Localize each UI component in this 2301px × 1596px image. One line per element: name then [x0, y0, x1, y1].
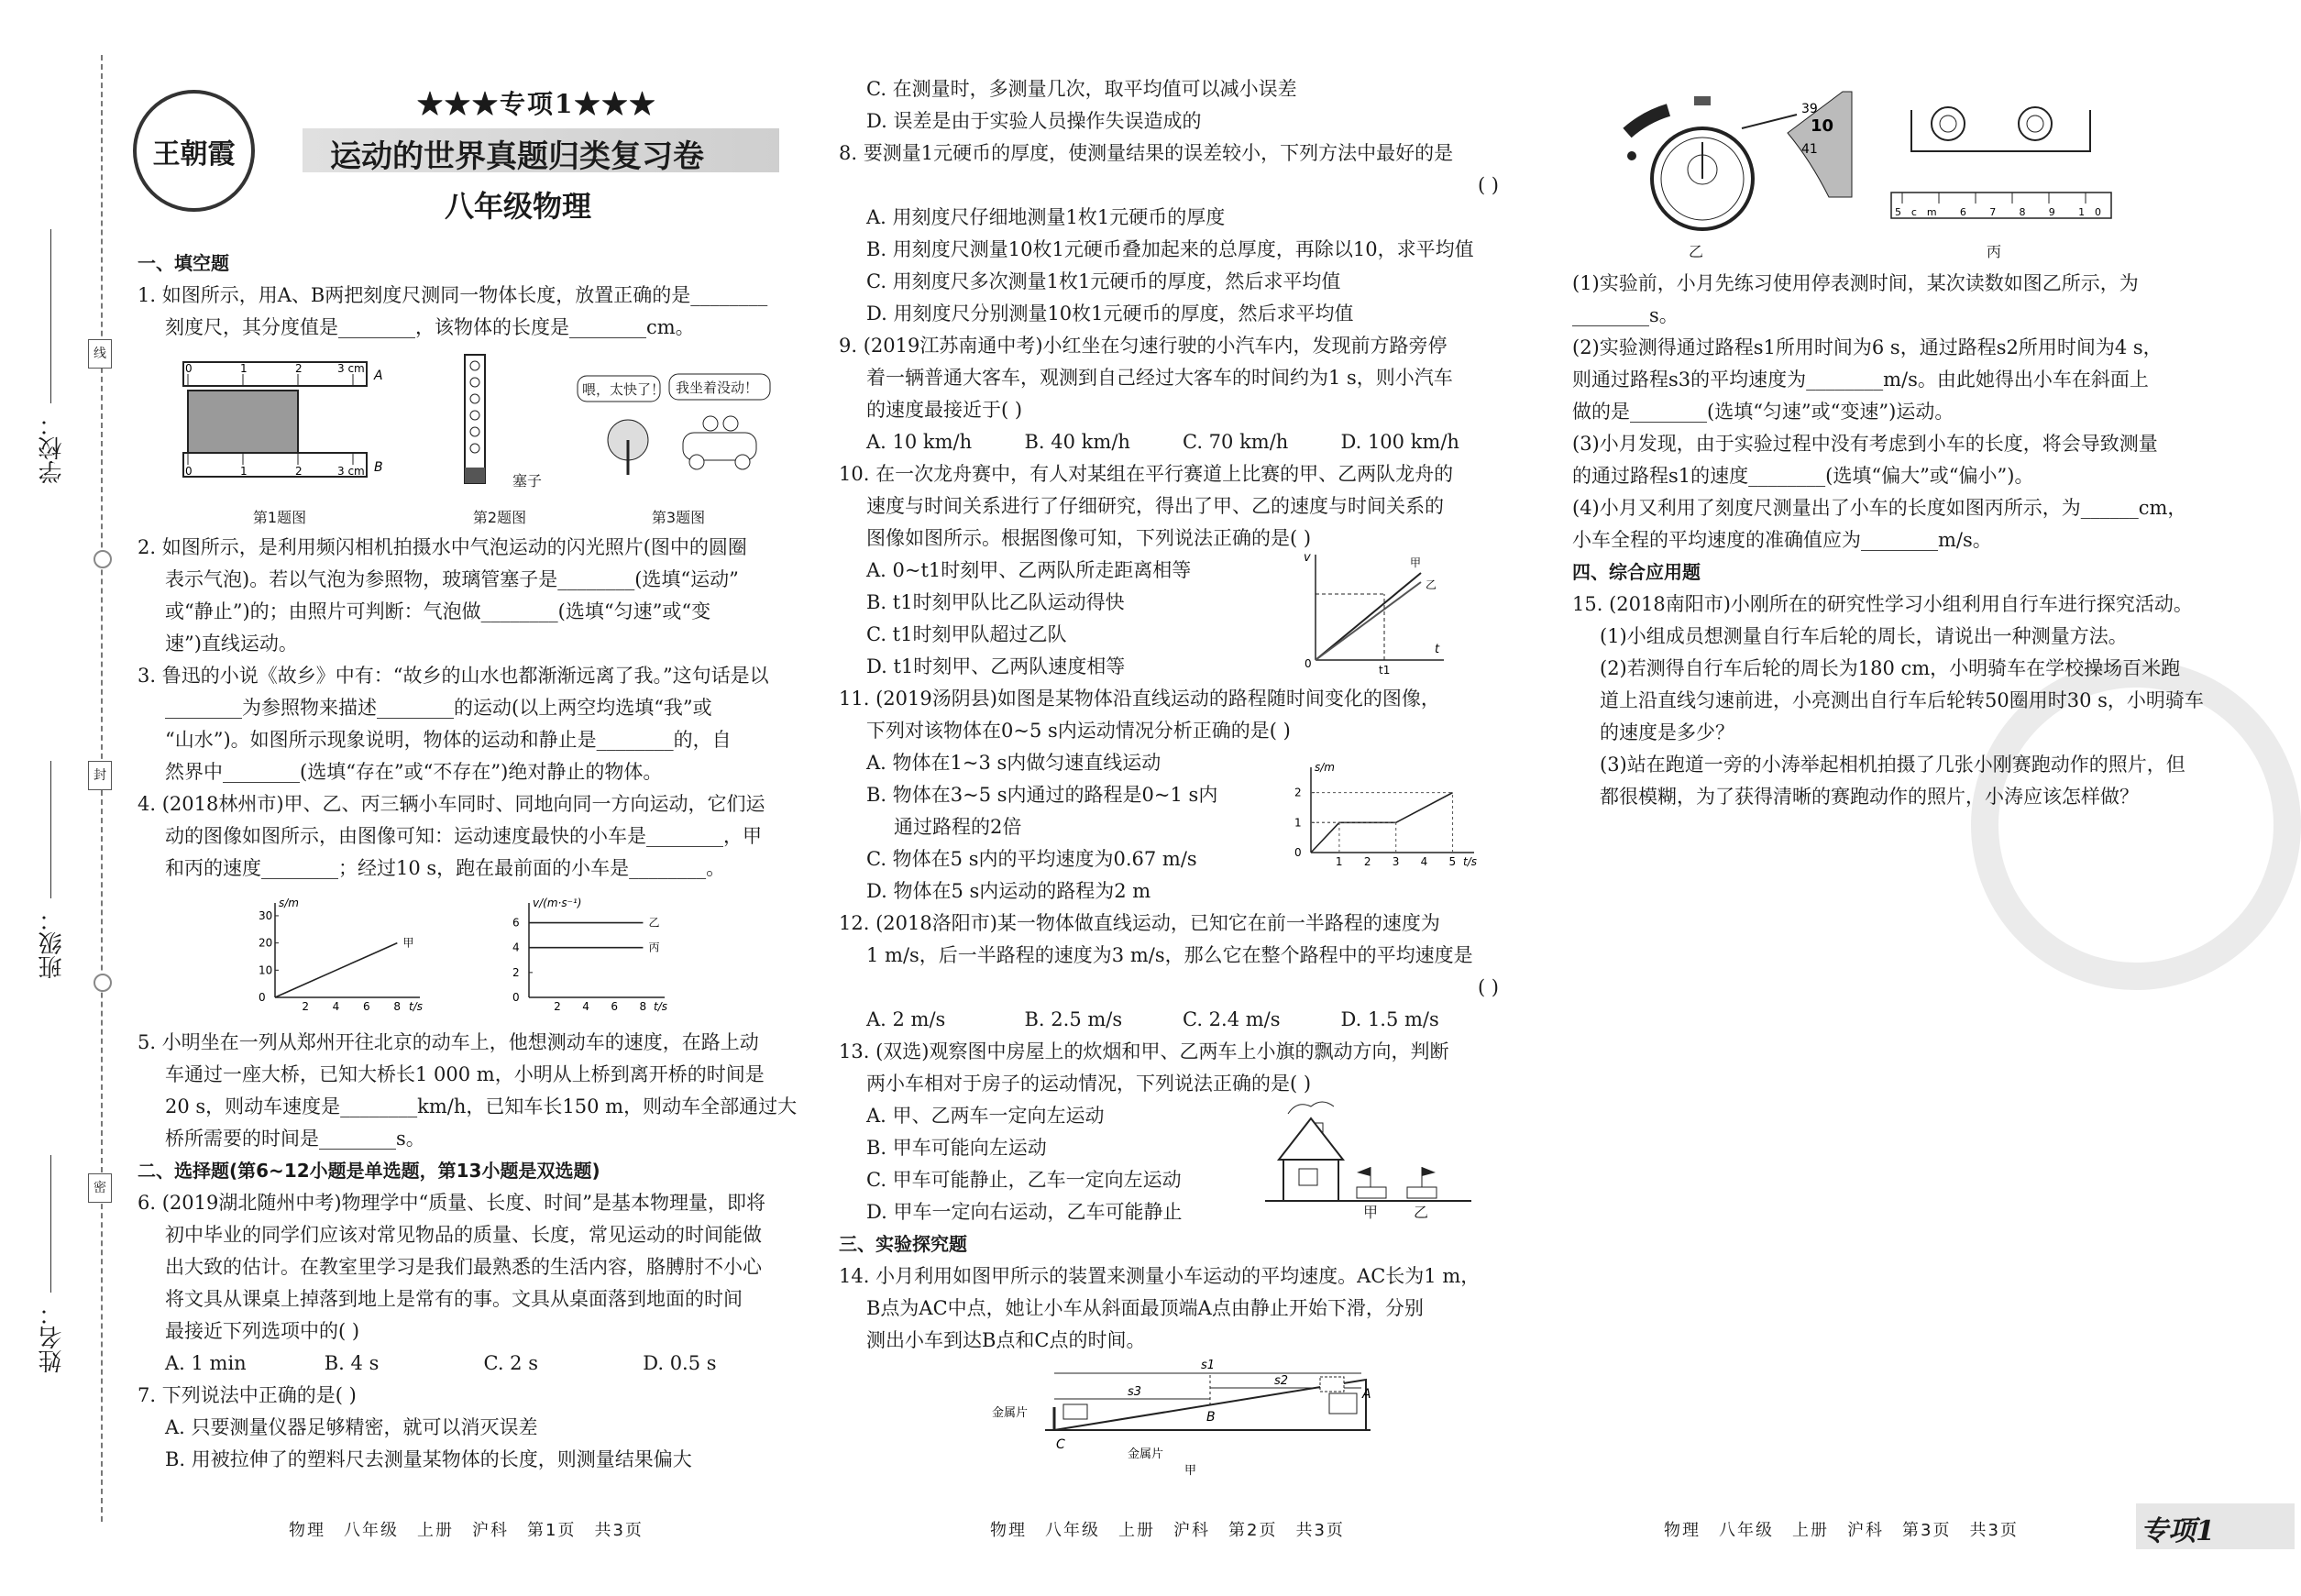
q6-line1: 6. (2019湖北随州中考)物理学中“质量、长度、时间”是基本物理量，即将 — [138, 1192, 766, 1214]
q13-option-d[interactable]: D. 甲车一定向右运动，乙车可能静止 — [866, 1201, 1183, 1223]
q5-line2: 车通过一座大桥，已知大桥长1 000 m，小明从上桥到离开桥的时间是 — [165, 1063, 765, 1085]
q13-line1: 13. (双选)观察图中房屋上的炊烟和甲、乙两车上小旗的飘动方向，判断 — [839, 1040, 1449, 1062]
seal-char-seal: 封 — [88, 761, 112, 790]
q7-option-c[interactable]: C. 在测量时，多测量几次，取平均值可以减小误差 — [866, 78, 1297, 100]
q10-axis-v: v — [1304, 551, 1311, 565]
q6-line5: 最接近下列选项中的( ) — [165, 1320, 360, 1342]
name-line — [50, 1155, 51, 1293]
x-tick-label: 3 — [1392, 855, 1400, 868]
q11-option-c[interactable]: C. 物体在5 s内的平均速度为0.67 m/s — [866, 848, 1197, 870]
q8-stem: 8. 要测量1元硬币的厚度，使测量结果的误差较小，下列方法中最好的是 — [839, 142, 1454, 164]
q5-line3: 20 s，则动车速度是________km/h，已知车长150 m，则动车全部通过大 — [165, 1095, 798, 1117]
q6-line4: 将文具从课桌上掉落到地上是常有的事。文具从桌面落到地面的时间 — [165, 1288, 743, 1310]
x-tick-label: 8 — [393, 1000, 401, 1013]
q11-line1: 11. (2019汤阴县)如图是某物体沿直线运动的路程随时间变化的图像， — [839, 688, 1440, 710]
x-axis-label: t/s — [409, 1000, 423, 1013]
column-1 — [138, 248, 802, 344]
q10-label-t1: t1 — [1379, 664, 1391, 677]
logo-text: 王朝霞 — [152, 138, 236, 171]
q6-option-a[interactable]: A. 1 min — [165, 1352, 247, 1374]
q14-part1-cont: ________s。 — [1572, 304, 1679, 326]
series-label: 乙 — [648, 916, 660, 930]
column-1-lower — [138, 1027, 802, 1476]
stopwatch-label-41: 41 — [1801, 142, 1818, 157]
x-tick-label: 6 — [611, 1000, 618, 1013]
q13-line2: 两小车相对于房子的运动情况，下列说法正确的是( ) — [866, 1073, 1312, 1095]
x-tick-label: 4 — [332, 1000, 340, 1013]
q6-line2: 初中毕业的同学们应该对常见物品的质量、长度，常见运动的时间能做 — [165, 1224, 762, 1246]
q11-line2: 下列对该物体在0~5 s内运动情况分析正确的是( ) — [866, 720, 1291, 742]
svg-text:A: A — [374, 369, 383, 383]
q15-stem: 15. (2018南阳市)小刚所在的研究性学习小组利用自行车进行探究活动。 — [1572, 593, 2193, 615]
y-axis-label: v/(m·s⁻¹) — [533, 897, 582, 909]
x-tick-label: 2 — [302, 1000, 309, 1013]
footer-page1: 物理 八年级 上册 沪科 第1页 共3页 — [289, 1521, 644, 1540]
q7-option-d[interactable]: D. 误差是由于实验人员操作失误造成的 — [866, 110, 1202, 132]
q7-option-b[interactable]: B. 用被拉伸了的塑料尺去测量某物体的长度，则测量结果偏大 — [165, 1448, 692, 1470]
q10-line-jia — [1316, 573, 1421, 660]
svg-text:2: 2 — [295, 362, 303, 375]
q14-label-s2: s2 — [1274, 1374, 1289, 1388]
q9-option-c[interactable]: C. 70 km/h — [1183, 431, 1289, 453]
section-experiment: 三、实验探究题 — [839, 1233, 967, 1255]
x-tick-label: 2 — [554, 1000, 561, 1013]
q12-bracket: ( ) — [1477, 976, 1499, 998]
stopwatch-figure — [1613, 87, 1861, 248]
x-tick-label: 1 — [1335, 855, 1343, 868]
q3-line4: 然界中________(选填“存在”或“不存在”)绝对静止的物体。 — [165, 761, 663, 783]
y-tick-label: 4 — [512, 941, 520, 954]
q14-label-metal2: 金属片 — [1128, 1447, 1164, 1461]
q10-label-jia: 甲 — [1410, 556, 1422, 569]
q15-part2-cont1: 道上沿直线匀速前进，小亮测出自行车后轮转50圈用时30 s，小明骑车 — [1600, 689, 2204, 711]
stopwatch-label-39: 39 — [1801, 102, 1818, 116]
q6-line3: 出大致的估计。在教室里学习是我们最熟悉的生活内容，胳膊肘不小心 — [165, 1256, 762, 1278]
x-tick-label: 5 — [1448, 855, 1457, 868]
q14-part2-cont2: 做的是________(选填“匀速”或“变速”)运动。 — [1572, 401, 1954, 423]
q2-line1: 2. 如图所示，是利用频闪相机拍摄水中气泡运动的闪光照片(图中的圆圈 — [138, 536, 747, 558]
svg-text:B: B — [374, 460, 383, 475]
series-label: 甲 — [402, 936, 414, 950]
stopwatch-label-10: 10 — [1811, 116, 1834, 136]
svg-text:0: 0 — [185, 362, 193, 375]
q7-stem: 7. 下列说法中正确的是( ) — [138, 1384, 357, 1406]
q10-label-yi: 乙 — [1426, 578, 1437, 591]
svg-text:3 cm: 3 cm — [337, 362, 365, 375]
q14-label-b: B — [1206, 1410, 1216, 1425]
column-1-cont — [138, 532, 802, 885]
x-tick-label: 2 — [1363, 855, 1371, 868]
car-ruler-figure — [1884, 101, 2113, 238]
q9-option-b[interactable]: B. 40 km/h — [1024, 431, 1130, 453]
q4-chart-vt — [500, 898, 701, 1018]
x-tick-label: 6 — [363, 1000, 370, 1013]
q5-line4: 桥所需要的时间是________s。 — [165, 1128, 425, 1150]
q9-line2: 着一辆普通大客车，观测到自己经过大客车的时间约为1 s，则小汽车 — [866, 367, 1453, 389]
footer-page3: 物理 八年级 上册 沪科 第3页 共3页 — [1664, 1521, 2019, 1540]
watermark-seal — [1971, 660, 2301, 990]
fig3-bubble-left: 喂，太快了！ — [582, 381, 666, 398]
q10-option-b[interactable]: B. t1时刻甲队比乙队运动得快 — [866, 591, 1125, 613]
q6-option-c[interactable]: C. 2 s — [483, 1352, 538, 1374]
q6-options — [138, 1348, 802, 1380]
q10-line2: 速度与时间关系进行了仔细研究，得出了甲、乙的速度与时间关系的 — [866, 495, 1444, 517]
y-axis-label: s/m — [1315, 761, 1335, 774]
q12-option-a[interactable]: A. 2 m/s — [866, 1008, 946, 1030]
x-tick-label: 8 — [639, 1000, 647, 1013]
svg-text:0: 0 — [185, 465, 193, 478]
q14-line1: 14. 小月利用如图甲所示的装置来测量小车运动的平均速度。AC长为1 m， — [839, 1265, 1481, 1287]
q2-line2: 表示气泡)。若以气泡为参照物，玻璃管塞子是________(选填“运动” — [165, 568, 739, 590]
q1-line1: 1. 如图所示，用A、B两把刻度尺测同一物体长度，放置正确的是________ — [138, 284, 768, 306]
q10-vt-graph — [1302, 550, 1448, 677]
q15-part2-cont2: 的速度是多少？ — [1600, 721, 1734, 743]
q15-part3: (3)站在跑道一旁的小涛举起相机拍摄了几张小刚赛跑动作的照片，但 — [1600, 754, 2185, 776]
q15-part2: (2)若测得自行车后轮的周长为180 cm，小明骑车在学校操场百米跑 — [1600, 657, 2181, 679]
q3-line2: ________为参照物来描述________的运动(以上两空均选填“我”或 — [165, 697, 712, 719]
margin-dot — [94, 550, 112, 568]
series-label: 丙 — [648, 941, 660, 954]
q13-option-b[interactable]: B. 甲车可能向左运动 — [866, 1137, 1047, 1159]
q9-option-d[interactable]: D. 100 km/h — [1340, 431, 1459, 453]
q8-bracket: ( ) — [1477, 174, 1499, 196]
logo-badge — [133, 90, 255, 212]
y-tick-label: 2 — [512, 965, 520, 979]
q11-option-a[interactable]: A. 物体在1~3 s内做匀速直线运动 — [866, 752, 1162, 774]
class-line — [50, 761, 51, 898]
series-tag: ★★★专项1★★★ — [417, 89, 657, 119]
q2-line4: 速”)直线运动。 — [165, 633, 298, 655]
q13-label-jia: 甲 — [1362, 1204, 1378, 1221]
q12-option-b[interactable]: B. 2.5 m/s — [1024, 1008, 1123, 1030]
q8-option-a[interactable]: A. 用刻度尺仔细地测量1枚1元硬币的厚度 — [866, 206, 1226, 228]
x-axis-label: t/s — [1463, 855, 1477, 868]
seal-char-secret: 密 — [88, 1173, 112, 1203]
y-axis-label: s/m — [279, 897, 299, 909]
ruler-scale-label: 5cm 6 7 8 9 10 — [1895, 206, 2101, 218]
footer-page2: 物理 八年级 上册 沪科 第2页 共3页 — [990, 1521, 1345, 1540]
fig1-rulers — [174, 358, 394, 495]
q14-part1: (1)实验前，小月先练习使用停表测时间，某次读数如图乙所示，为 — [1572, 272, 2139, 294]
school-label: 学校： — [39, 413, 66, 484]
q9-line1: 9. (2019江苏南通中考)小红坐在匀速行驶的小汽车内，发现前方路旁停 — [839, 335, 1448, 357]
q9-line3: 的速度最接近于( ) — [866, 399, 1023, 421]
q14-caption: 甲 — [1184, 1464, 1197, 1478]
page-title: 运动的世界真题归类复习卷 — [330, 138, 704, 175]
q10-option-c[interactable]: C. t1时刻甲队超过乙队 — [866, 623, 1067, 645]
q14-label-a: A — [1362, 1387, 1371, 1402]
q2-line3: 或“静止”)的；由照片可判断：气泡做________(选填“匀速”或“变 — [165, 600, 711, 622]
q3-line3: “山水”)。如图所示现象说明，物体的运动和静止是________的，自 — [165, 729, 732, 751]
q14-part3: (3)小月发现，由于实验过程中没有考虑到小车的长度，将会导致测量 — [1572, 433, 2158, 455]
q14-line3: 测出小车到达B点和C点的时间。 — [866, 1329, 1146, 1351]
q11-st-graph — [1274, 761, 1494, 871]
q6-option-d[interactable]: D. 0.5 s — [643, 1352, 717, 1374]
q14-incline-figure — [990, 1357, 1375, 1476]
q14-label-c: C — [1056, 1437, 1065, 1452]
y-tick-label: 30 — [259, 908, 273, 922]
q10-line3: 图像如图所示。根据图像可知，下列说法正确的是( ) — [866, 527, 1312, 549]
q9-option-a[interactable]: A. 10 km/h — [866, 431, 973, 453]
q8-option-c[interactable]: C. 用刻度尺多次测量1枚1元硬币的厚度，然后求平均值 — [866, 270, 1341, 292]
y-tick-label: 0 — [1294, 846, 1302, 859]
fig3-caption: 第3题图 — [651, 509, 706, 526]
corner-tag: 专项1 — [2141, 1515, 2215, 1547]
q14-part4-cont: 小车全程的平均速度的准确值应为________m/s。 — [1572, 529, 1992, 551]
svg-text:1: 1 — [240, 465, 248, 478]
margin-dot — [94, 974, 112, 992]
q10-option-a[interactable]: A. 0~t1时刻甲、乙两队所走距离相等 — [866, 559, 1192, 581]
q14-part3-cont: 的通过路程s1的速度________(选填“偏大”或“偏小”)。 — [1572, 465, 2034, 487]
y-tick-label: 20 — [259, 936, 273, 950]
q7-option-a[interactable]: A. 只要测量仪器足够精密，就可以消灭误差 — [165, 1416, 538, 1438]
q10-origin: 0 — [1305, 657, 1312, 670]
y-tick-label: 1 — [1294, 816, 1302, 830]
q10-line1: 10. 在一次龙舟赛中，有人对某组在平行赛道上比赛的甲、乙两队龙舟的 — [839, 463, 1454, 485]
q10-axis-t: t — [1435, 643, 1440, 656]
q4-line3: 和丙的速度________；经过10 s，跑在最前面的小车是________。 — [165, 857, 726, 879]
fig1-caption: 第1题图 — [252, 509, 307, 526]
q9-options — [839, 426, 1499, 458]
y-tick-label: 10 — [259, 963, 273, 977]
section-fill-blank: 一、填空题 — [138, 252, 229, 274]
q3-line1: 3. 鲁迅的小说《故乡》中有：“故乡的山水也都渐渐远离了我。”这句话是以 — [138, 665, 769, 687]
school-line — [50, 229, 51, 403]
fig3-bubble-right: 我坐着没动！ — [676, 380, 759, 396]
q11-option-b-cont: 通过路程的2倍 — [894, 816, 1022, 838]
q12-options — [839, 1004, 1499, 1036]
q13-option-c[interactable]: C. 甲车可能静止，乙车一定向左运动 — [866, 1169, 1182, 1191]
svg-text:3 cm: 3 cm — [337, 465, 365, 478]
y-tick-label: 6 — [512, 916, 520, 930]
q10-option-d[interactable]: D. t1时刻甲、乙两队速度相等 — [866, 655, 1126, 677]
x-axis-label: t/s — [654, 1000, 667, 1013]
q13-house-scene — [1261, 1095, 1481, 1215]
q12-line2: 1 m/s，后一半路程的速度为3 m/s，那么它在整个路程中的平均速度是 — [866, 944, 1473, 966]
q14-label-s1: s1 — [1201, 1359, 1216, 1372]
q8-option-d[interactable]: D. 用刻度尺分别测量10枚1元硬币的厚度，然后求平均值 — [866, 303, 1354, 325]
q15-part3-cont: 都很模糊，为了获得清晰的赛跑动作的照片，小涛应该怎样做？ — [1600, 786, 2139, 808]
q15-part1: (1)小组成员想测量自行车后轮的周长，请说出一种测量方法。 — [1600, 625, 2128, 647]
q11-option-b[interactable]: B. 物体在3~5 s内通过的路程是0~1 s内 — [866, 784, 1218, 806]
series-line-0 — [1311, 793, 1453, 853]
q11-option-d[interactable]: D. 物体在5 s内运动的路程为2 m — [866, 880, 1151, 902]
page-subtitle: 八年级物理 — [445, 189, 592, 224]
section-application: 四、综合应用题 — [1572, 561, 1701, 583]
q13-label-yi: 乙 — [1413, 1204, 1428, 1221]
q12-option-d[interactable]: D. 1.5 m/s — [1340, 1008, 1439, 1030]
fig-caption-bing: 丙 — [1986, 243, 2001, 260]
q14-label-s3: s3 — [1128, 1385, 1142, 1399]
x-tick-label: 4 — [1420, 855, 1428, 868]
svg-text:1: 1 — [240, 362, 248, 375]
class-label: 班级： — [39, 908, 66, 979]
q4-chart-st — [248, 898, 431, 1018]
section-choice: 二、选择题(第6~12小题是单选题，第13小题是双选题) — [138, 1160, 600, 1182]
fig2-stopper-label: 塞子 — [512, 472, 542, 490]
series-line-0 — [275, 943, 397, 997]
q12-line1: 12. (2018洛阳市)某一物体做直线运动，已知它在前一半路程的速度为 — [839, 912, 1440, 934]
q14-label-metal1: 金属片 — [992, 1406, 1029, 1420]
q5-line1: 5. 小明坐在一列从郑州开往北京的动车上，他想测动车的速度，在路上动 — [138, 1031, 759, 1053]
y-tick-label: 0 — [259, 991, 266, 1004]
q12-option-c[interactable]: C. 2.4 m/s — [1183, 1008, 1281, 1030]
q8-option-b[interactable]: B. 用刻度尺测量10枚1元硬币叠加起来的总厚度，再除以10，求平均值 — [866, 238, 1474, 260]
x-tick-label: 4 — [582, 1000, 589, 1013]
q4-line2: 动的图像如图所示，由图像可知：运动速度最快的小车是________，甲 — [165, 825, 762, 847]
name-label: 姓名： — [39, 1302, 66, 1373]
q6-option-b[interactable]: B. 4 s — [324, 1352, 380, 1374]
q13-option-a[interactable]: A. 甲、乙两车一定向左运动 — [866, 1105, 1105, 1127]
fig2-caption: 第2题图 — [472, 509, 527, 526]
fig-caption-yi: 乙 — [1688, 243, 1703, 260]
y-tick-label: 2 — [1294, 786, 1302, 799]
q14-part4: (4)小月又利用了刻度尺测量出了小车的长度如图丙所示，为______cm， — [1572, 497, 2187, 519]
q14-line2: B点为AC中点，她让小车从斜面最顶端A点由静止开始下滑，分别 — [866, 1297, 1424, 1319]
q1-line2: 刻度尺，其分度值是________，该物体的长度是________cm。 — [165, 316, 695, 338]
y-tick-label: 0 — [512, 991, 520, 1004]
seal-char-line: 线 — [88, 339, 112, 369]
q4-line1: 4. (2018林州市)甲、乙、丙三辆小车同时、同地向同一方向运动，它们运 — [138, 793, 765, 815]
svg-text:2: 2 — [295, 465, 303, 478]
q14-part2-cont1: 则通过路程s3的平均速度为________m/s。由此她得出小车在斜面上 — [1572, 369, 2149, 391]
q14-part2: (2)实验测得通过路程s1所用时间为6 s，通过路程s2所用时间为4 s， — [1572, 336, 2163, 358]
